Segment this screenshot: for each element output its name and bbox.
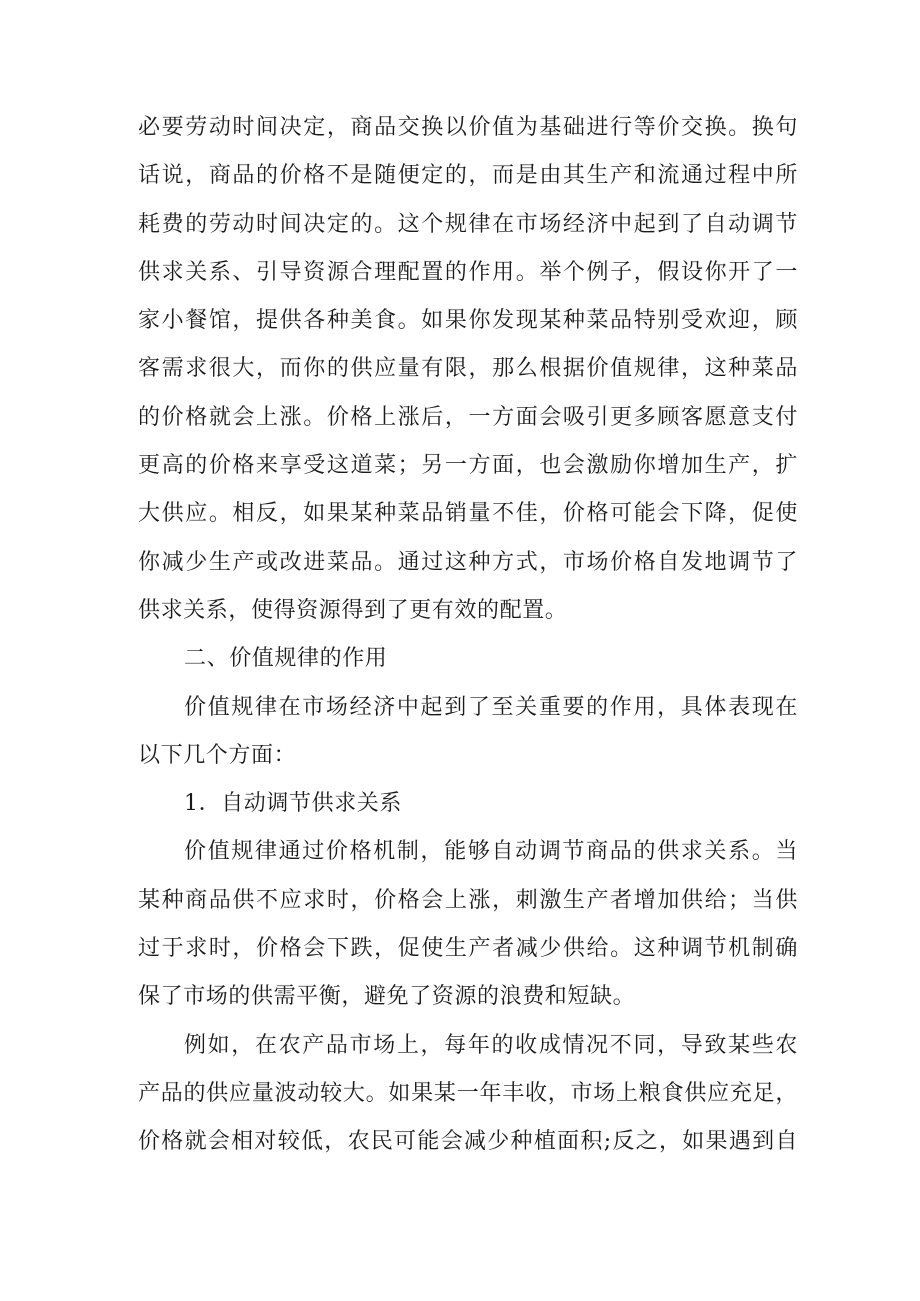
text-line: 的价格就会上涨。价格上涨后，一方面会吸引更多顾客愿意支付	[138, 404, 798, 430]
text-line: 话说，商品的价格不是随便定的，而是由其生产和流通过程中所	[138, 163, 798, 189]
text-line: 更高的价格来享受这道菜；另一方面，也会激励你增加生产，扩	[138, 453, 798, 479]
paragraph-first-line: 价值规律在市场经济中起到了至关重要的作用，具体表现在	[184, 694, 798, 720]
paragraph-last-line: 保了市场的供需平衡，避免了资源的浪费和短缺。	[138, 984, 636, 1010]
text-line: 你减少生产或改进菜品。通过这种方式，市场价格自发地调节了	[138, 549, 798, 575]
text-line: 某种商品供不应求时，价格会上涨，刺激生产者增加供给；当供	[138, 887, 798, 913]
text-line: 必要劳动时间决定，商品交换以价值为基础进行等价交换。换句	[138, 115, 798, 140]
document-page	[138, 104, 798, 1167]
paragraph-last-line: 供求关系，使得资源得到了更有效的配置。	[138, 597, 568, 623]
text-line: 供求关系、引导资源合理配置的作用。举个例子，假设你开了一	[138, 259, 798, 285]
text-line: 过于求时，价格会下跌，促使生产者减少供给。这种调节机制确	[138, 936, 798, 962]
text-line: 价格就会相对较低，农民可能会减少种植面积;反之，如果遇到自	[138, 1129, 798, 1155]
paragraph-last-line: 以下几个方面：	[138, 742, 297, 768]
paragraph-first-line: 例如，在农产品市场上，每年的收成情况不同，导致某些农	[184, 1032, 798, 1058]
subsection-heading: 1．自动调节供求关系	[184, 791, 402, 817]
paragraph-first-line: 价值规律通过价格机制，能够自动调节商品的供求关系。当	[184, 839, 798, 865]
text-line: 客需求很大，而你的供应量有限，那么根据价值规律，这种菜品	[138, 356, 798, 382]
text-line: 耗费的劳动时间决定的。这个规律在市场经济中起到了自动调节	[138, 211, 798, 237]
text-line: 家小餐馆，提供各种美食。如果你发现某种菜品特别受欢迎，顾	[138, 308, 798, 334]
section-heading: 二、价值规律的作用	[184, 646, 388, 672]
text-line: 产品的供应量波动较大。如果某一年丰收，市场上粮食供应充足，	[138, 1080, 798, 1106]
text-line: 大供应。相反，如果某种菜品销量不佳，价格可能会下降，促使	[138, 501, 798, 527]
